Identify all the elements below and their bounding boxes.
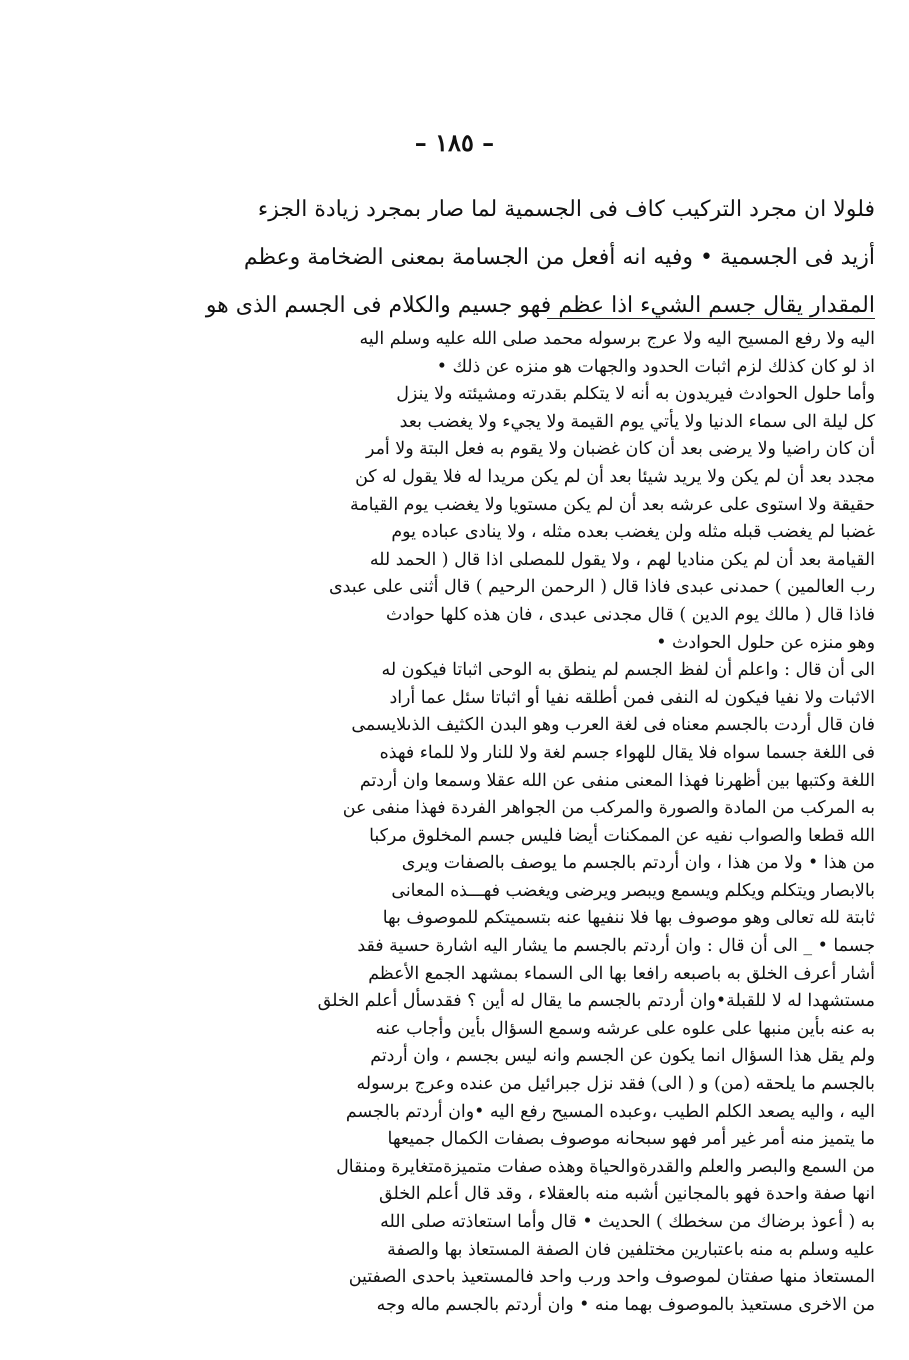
footnote-line: ما يتميز منه أمر غير أمر فهو سبحانه موصوف بصفات الكمال جميعها bbox=[387, 1129, 875, 1150]
footnote-line: اللغة وكتبها بين أظهرنا فهذا المعنى منفى عن الله عقلا وسمعا وان أردتم bbox=[359, 770, 875, 791]
footnote-line: الاثبات ولا نفيا فيكون له النفى فمن أطلقه نفيا أو اثباتا سئل عما أراد bbox=[389, 687, 875, 708]
footnote-line: جسما • _ الى أن قال : وان أردتم بالجسم ما يشار اليه اشارة حسية فقد bbox=[357, 936, 875, 957]
main-text-line: فلولا ان مجرد التركيب كاف فى الجسمية لما صار بمجرد زيادة الجزء bbox=[257, 197, 875, 222]
footnote-line: الى أن قال : واعلم أن لفظ الجسم لم ينطق به الوحى اثباتا فيكون له bbox=[381, 660, 875, 681]
footnote-line: من هذا • ولا من هذا ، وان أردتم بالجسم ما يوصف بالصفات ويرى bbox=[401, 853, 875, 874]
footnote-line: به ( أعوذ برضاك من سخطك ) الحديث • قال وأما استعاذته صلى الله bbox=[380, 1212, 875, 1232]
footnote-line: غضبا لم يغضب قبله مثله ولن يغضب بعده مثله ، ولا ينادى عباده يوم bbox=[391, 522, 875, 543]
footnote-line: ولم يقل هذا السؤال انما يكون عن الجسم وانه ليس بجسم ، وان أردتم bbox=[370, 1046, 875, 1067]
footnotes-block bbox=[205, 326, 875, 1319]
main-text-line: أزيد فى الجسمية • وفيه انه أفعل من الجسامة بمعنى الضخامة وعظم bbox=[243, 245, 875, 270]
footnote-line: به عنه بأين منبها على علوه على عرشه وسمع السؤال بأين وأجاب عنه bbox=[375, 1018, 875, 1039]
footnote-line: مجدد بعد أن لم يكن ولا يريد شيئا بعد أن لم يكن مريدا له فلا يقول له كن bbox=[355, 466, 875, 487]
footnote-line: بالجسم ما يلحقه (من) و ( الى) فقد نزل جبرائيل من عنده وعرج برسوله bbox=[356, 1074, 875, 1095]
footnote-line: فى اللغة جسما سواه فلا يقال للهواء جسم لغة ولا للنار ولا للماء فهذه bbox=[379, 742, 875, 763]
footnote-line: من الاخرى مستعيذ بالموصوف بهما منه • وان أردتم بالجسم ماله وجه bbox=[376, 1294, 875, 1315]
footnote-line: عليه وسلم به منه باعتبارين مختلفين فان الصفة المستعاذ بها والصفة bbox=[387, 1239, 875, 1260]
footnote-line: وأما حلول الحوادث فيريدون به أنه لا يتكلم بقدرته ومشيئته ولا ينزل bbox=[396, 384, 875, 405]
page-number: – ١٨٥ – bbox=[414, 128, 495, 157]
footnote-line: فان قال أردت بالجسم معناه فى لغة العرب وهو البدن الكثيف الذىلايسمى bbox=[351, 715, 875, 736]
footnote-line: فاذا قال ( مالك يوم الدين ) قال مجدنى عبدى ، فان هذه كلها حوادث bbox=[386, 604, 875, 625]
main-text-line: المقدار يقال جسم الشيء اذا عظم فهو جسيم والكلام فى الجسم الذى هو bbox=[205, 293, 875, 318]
main-text-block bbox=[205, 186, 875, 330]
footnote-line: بالابصار ويتكلم ويكلم ويسمع ويبصر ويرضى ويغضب فهـــذه المعانى bbox=[391, 880, 875, 901]
footnote-line: أن كان راضيا ولا يرضى بعد أن كان غضبان ولا يقوم به فعل البتة ولا أمر bbox=[366, 439, 875, 460]
footnote-line: وهو منزه عن حلول الحوادث • bbox=[656, 632, 875, 653]
footnote-line: انها صفة واحدة فهو بالمجانين أشبه منه بالعقلاء ، وقد قال أعلم الخلق bbox=[379, 1184, 875, 1205]
footnote-line: حقيقة ولا استوى على عرشه بعد أن لم يكن مستويا ولا يغضب يوم القيامة bbox=[350, 494, 875, 515]
footnote-line: اليه ، واليه يصعد الكلم الطيب ،وعبده المسيح رفع اليه •وان أردتم بالجسم bbox=[345, 1101, 875, 1122]
footnote-line: مستشهدا له لا للقبلة•وان أردتم بالجسم ما يقال له أين ؟ فقدسأل أعلم الخلق bbox=[317, 991, 875, 1012]
footnote-line: رب العالمين ) حمدنى عبدى فاذا قال ( الرحمن الرحيم ) قال أثنى على عبدى bbox=[329, 577, 875, 598]
footnote-line: الله قطعا والصواب نفيه عن الممكنات أيضا فليس جسم المخلوق مركبا bbox=[369, 825, 875, 846]
footnote-line: المستعاذ منها صفتان لموصوف واحد ورب واحد فالمستعيذ باحدى الصفتين bbox=[348, 1267, 875, 1288]
footnote-line: كل ليلة الى سماء الدنيا ولا يأتي يوم القيمة ولا يجيء ولا يغضب بعد bbox=[399, 411, 875, 432]
footnote-line: ثابتة لله تعالى وهو موصوف بها فلا ننفيها عنه بتسميتكم للموصوف بها bbox=[382, 908, 875, 929]
footnote-line: من السمع والبصر والعلم والقدرةوالحياة وهذه صفات متميزةمتغايرة ومنقال bbox=[336, 1156, 875, 1177]
footnote-line: اليه ولا رفع المسيح اليه ولا عرج برسوله محمد صلى الله عليه وسلم اليه bbox=[359, 329, 875, 349]
footnote-line: اذ لو كان كذلك لزم اثبات الحدود والجهات هو منزه عن ذلك • bbox=[436, 356, 875, 377]
footnote-line: به المركب من المادة والصورة والمركب من الجواهر الفردة فهذا منفى عن bbox=[342, 798, 875, 819]
footnote-separator bbox=[547, 318, 875, 319]
footnote-line: القيامة بعد أن لم يكن مناديا لهم ، ولا يقول للمصلى اذا قال ( الحمد لله bbox=[369, 549, 875, 570]
footnote-line: أشار أعرف الخلق به باصبعه رافعا بها الى السماء بمشهد الجمع الأعظم bbox=[368, 963, 875, 984]
